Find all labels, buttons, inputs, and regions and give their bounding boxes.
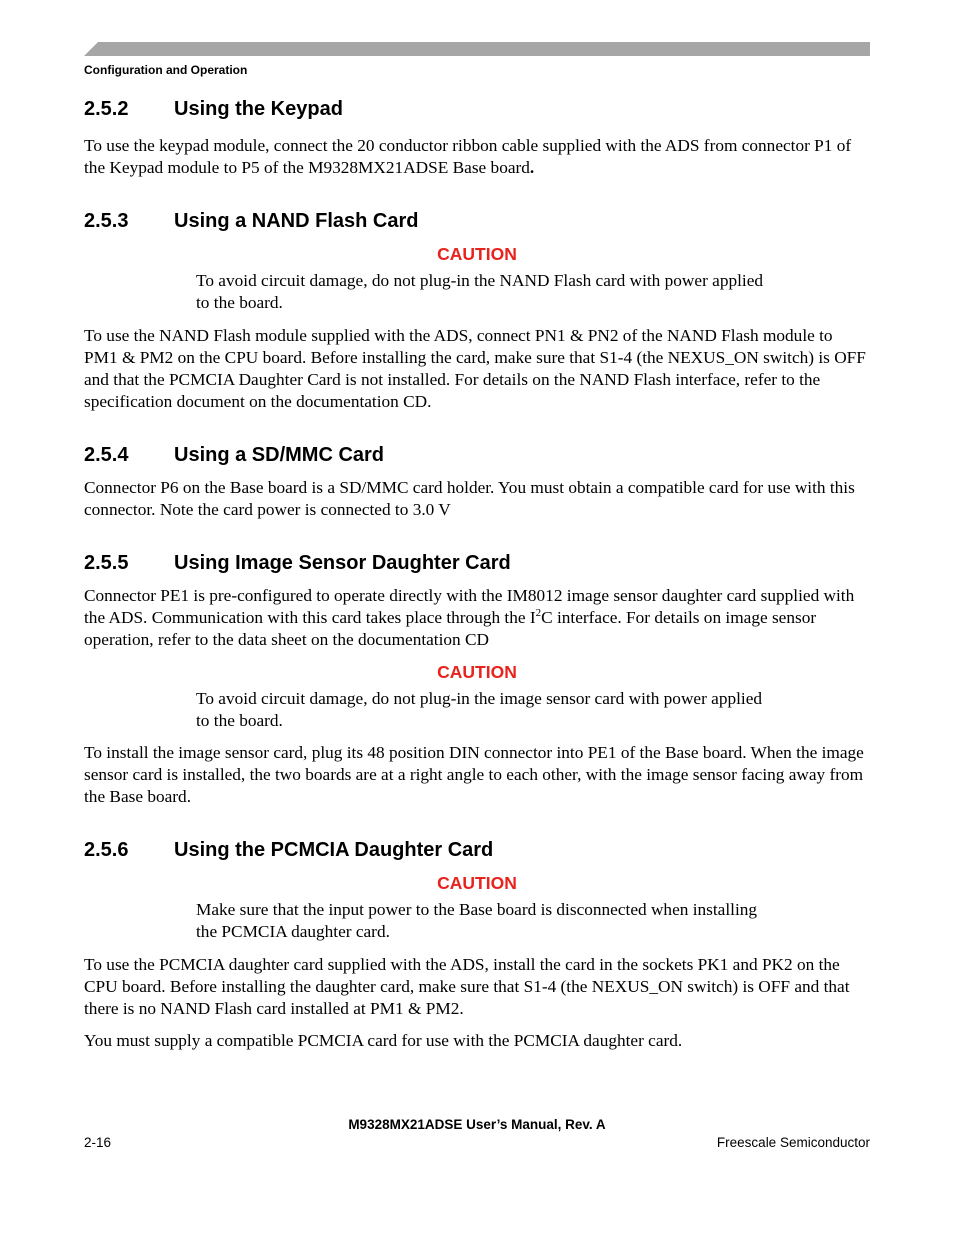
paragraph: To use the PCMCIA daughter card supplied with the ADS, install the card in the sockets PK1 and PK2 on the CPU board. Before installing the daughter card, make sure that S1-4 (the NEXUS_ON switch) is OFF and that there is no NAND Flash card installed at PM1 & PM2. <box>84 955 850 1018</box>
paragraph-text: Connector PE1 is pre-configured to operate directly with the IM8012 image sensor daughter card supplied with the ADS. Communication with this card takes place through the I <box>84 586 855 627</box>
section-heading <box>84 96 870 122</box>
caution-label: CAUTION <box>437 244 517 264</box>
section-2-5-3 <box>84 208 870 413</box>
section-number: 2.5.6 <box>84 839 129 861</box>
running-head: Configuration and Operation <box>84 63 248 77</box>
paragraph <box>84 585 870 651</box>
paragraph <box>84 135 870 179</box>
paragraph: To install the image sensor card, plug its 48 position DIN connector into PE1 of the Base board. When the image sensor card is installed, the two boards are at a right angle to each other, with the image sensor facing away from the Base board. <box>84 743 864 806</box>
page-number: 2-16 <box>84 1135 112 1150</box>
section-heading <box>84 208 870 234</box>
section-number: 2.5.3 <box>84 210 129 232</box>
paragraph-text: To use the keypad module, connect the 20 conductor ribbon cable supplied with the ADS from connector P1 of the Keypad module to P5 of the M9328MX21ADSE Base board <box>84 136 852 177</box>
section-2-5-4 <box>84 442 870 521</box>
section-number: 2.5.5 <box>84 552 129 574</box>
section-heading <box>84 837 870 863</box>
caution-label: CAUTION <box>437 662 517 682</box>
paragraph: You must supply a compatible PCMCIA card for use with the PCMCIA daughter card. <box>84 1031 683 1050</box>
paragraph: To use the NAND Flash module supplied with the ADS, connect PN1 & PN2 of the NAND Flash module to PM1 & PM2 on the CPU board. Before installing the card, make sure that S1-4 (the NEXUS_ON switch) is OFF and that the PCMCIA Daughter Card is not installed. For details on the NAND Flash interface, refer to the specification document on the documentation CD. <box>84 326 866 411</box>
paragraph: Connector P6 on the Base board is a SD/MMC card holder. You must obtain a compatible card for use with this connector. Note the card power is connected to 3.0 V <box>84 478 855 519</box>
section-number: 2.5.4 <box>84 444 129 466</box>
header-bar <box>84 42 870 56</box>
caution-text: To avoid circuit damage, do not plug-in the image sensor card with power applied to the board. <box>196 689 763 730</box>
section-heading <box>84 550 870 576</box>
caution-text: To avoid circuit damage, do not plug-in the NAND Flash card with power applied to the board. <box>196 271 764 312</box>
section-title: Using a NAND Flash Card <box>174 210 419 232</box>
superscript: 2 <box>535 607 542 620</box>
footer-manual-title: M9328MX21ADSE User’s Manual, Rev. A <box>348 1117 606 1132</box>
section-title: Using Image Sensor Daughter Card <box>174 552 511 574</box>
page-content <box>84 96 870 1052</box>
section-2-5-6 <box>84 837 870 1052</box>
section-number: 2.5.2 <box>84 98 129 120</box>
footer-company: Freescale Semiconductor <box>716 1135 870 1150</box>
section-2-5-2 <box>84 96 870 179</box>
section-title: Using a SD/MMC Card <box>174 444 385 466</box>
paragraph-text: C interface. For details on image sensor operation, refer to the data sheet on the documentation CD <box>84 608 817 649</box>
section-title: Using the Keypad <box>174 98 343 120</box>
section-title: Using the PCMCIA Daughter Card <box>174 839 494 861</box>
section-heading <box>84 442 870 468</box>
caution-label: CAUTION <box>437 873 517 893</box>
paragraph-end: . <box>529 158 535 177</box>
caution-text: Make sure that the input power to the Base board is disconnected when installing the PCMCIA daughter card. <box>196 900 758 941</box>
section-2-5-5 <box>84 550 870 808</box>
